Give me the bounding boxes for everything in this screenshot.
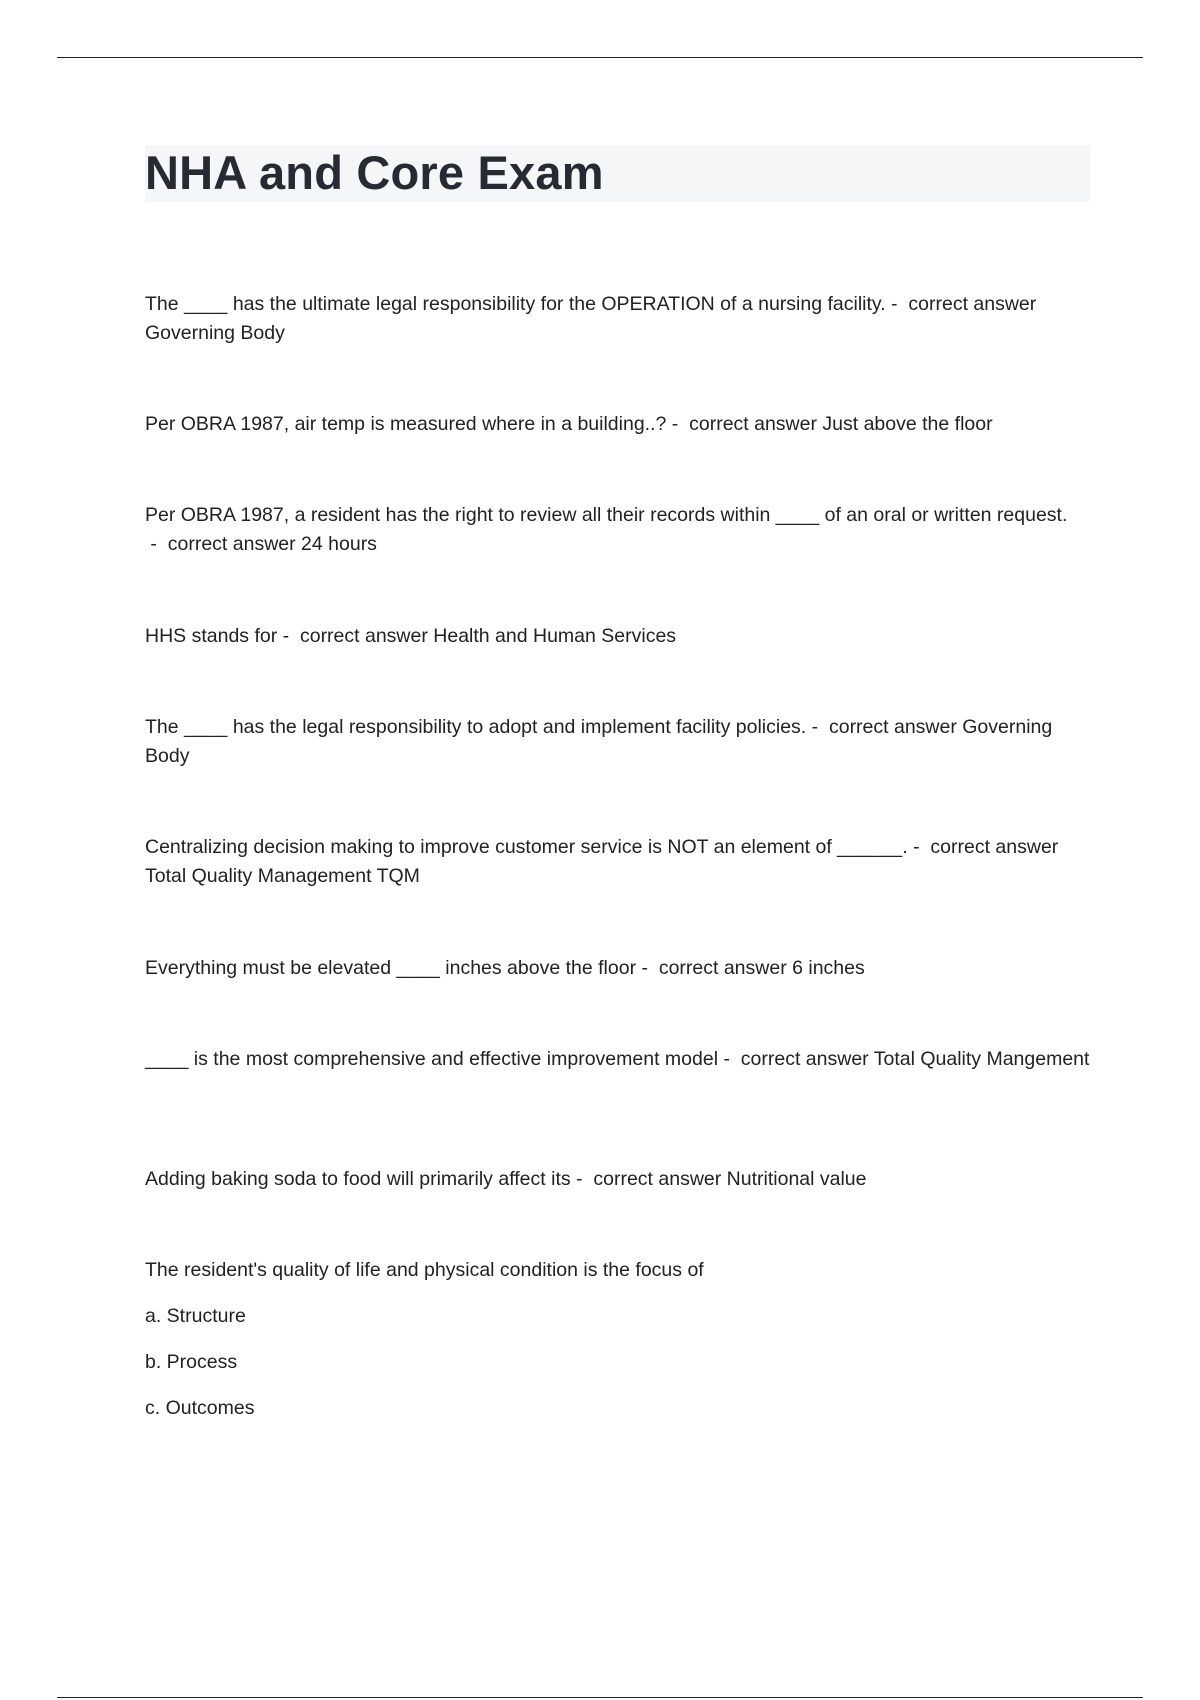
question-text: Centralizing decision making to improve customer service is NOT an element of ______. xyxy=(145,836,908,858)
answer-label: correct answer xyxy=(299,625,428,647)
answer-label: correct answer xyxy=(908,293,1037,315)
answer-label: correct answer xyxy=(689,413,817,435)
option-c: c. Outcomes xyxy=(145,1397,255,1419)
answer-text: 24 hours xyxy=(301,533,377,555)
question-text: Everything must be elevated ____ inches above the floor xyxy=(145,957,637,979)
answer-label: correct answer xyxy=(167,533,296,555)
question-text: The resident's quality of life and physical condition is the focus of xyxy=(145,1259,704,1281)
question-text: Per OBRA 1987, air temp is measured where in a building..? xyxy=(145,413,667,435)
qa-item: Centralizing decision making to improve customer service is NOT an element of ______. - correct answer Total Quality Management TQM xyxy=(145,836,1059,887)
qa-item: Per OBRA 1987, air temp is measured where in a building..? - correct answer Just above the floor xyxy=(145,413,993,435)
question-text: Per OBRA 1987, a resident has the right to review all their records within ____ of an oral or written request. xyxy=(145,504,1068,526)
answer-text: Governing Body xyxy=(145,716,1053,767)
qa-item: Per OBRA 1987, a resident has the right to review all their records within ____ of an oral or written request. - correct answer 24 hours xyxy=(145,504,1068,555)
answer-label: correct answer xyxy=(593,1168,722,1190)
answer-label: correct answer xyxy=(740,1048,869,1070)
answer-label: correct answer xyxy=(828,716,957,738)
answer-label: correct answer xyxy=(658,957,787,979)
answer-text: Just above the floor xyxy=(822,413,993,435)
page-title: NHA and Core Exam xyxy=(145,146,604,199)
question-text: Adding baking soda to food will primarily affect its xyxy=(145,1168,571,1190)
answer-text: Governing Body xyxy=(145,322,285,344)
qa-item: The ____ has the ultimate legal responsibility for the OPERATION of a nursing facility. - correct answer Governing Body xyxy=(145,293,1037,344)
header-rule xyxy=(57,57,1143,58)
question-text: The ____ has the legal responsibility to adopt and implement facility policies. xyxy=(145,716,807,738)
answer-text: Health and Human Services xyxy=(433,625,677,647)
qa-item: Adding baking soda to food will primarily affect its - correct answer Nutritional value xyxy=(145,1168,867,1190)
answer-text: Nutritional value xyxy=(726,1168,867,1190)
answer-label: correct answer xyxy=(930,836,1059,858)
qa-item: HHS stands for - correct answer Health and Human Services xyxy=(145,625,677,647)
answer-text: Total Quality Mangement xyxy=(873,1048,1090,1070)
footer-rule xyxy=(57,1697,1143,1698)
qa-item: ____ is the most comprehensive and effective improvement model - correct answer Total Quality Mangement xyxy=(145,1048,1090,1070)
qa-item: The ____ has the legal responsibility to adopt and implement facility policies. - correct answer Governing Body xyxy=(145,716,1053,767)
answer-text: Total Quality Management TQM xyxy=(145,865,420,887)
question-text: The ____ has the ultimate legal responsibility for the OPERATION of a nursing facility. xyxy=(145,293,886,315)
question-text: HHS stands for xyxy=(145,625,278,647)
question-text: ____ is the most comprehensive and effective improvement model xyxy=(145,1048,719,1070)
qa-item: Everything must be elevated ____ inches above the floor - correct answer 6 inches xyxy=(145,957,865,979)
option-a: a. Structure xyxy=(145,1305,246,1327)
answer-text: 6 inches xyxy=(792,957,865,979)
option-b: b. Process xyxy=(145,1351,238,1373)
